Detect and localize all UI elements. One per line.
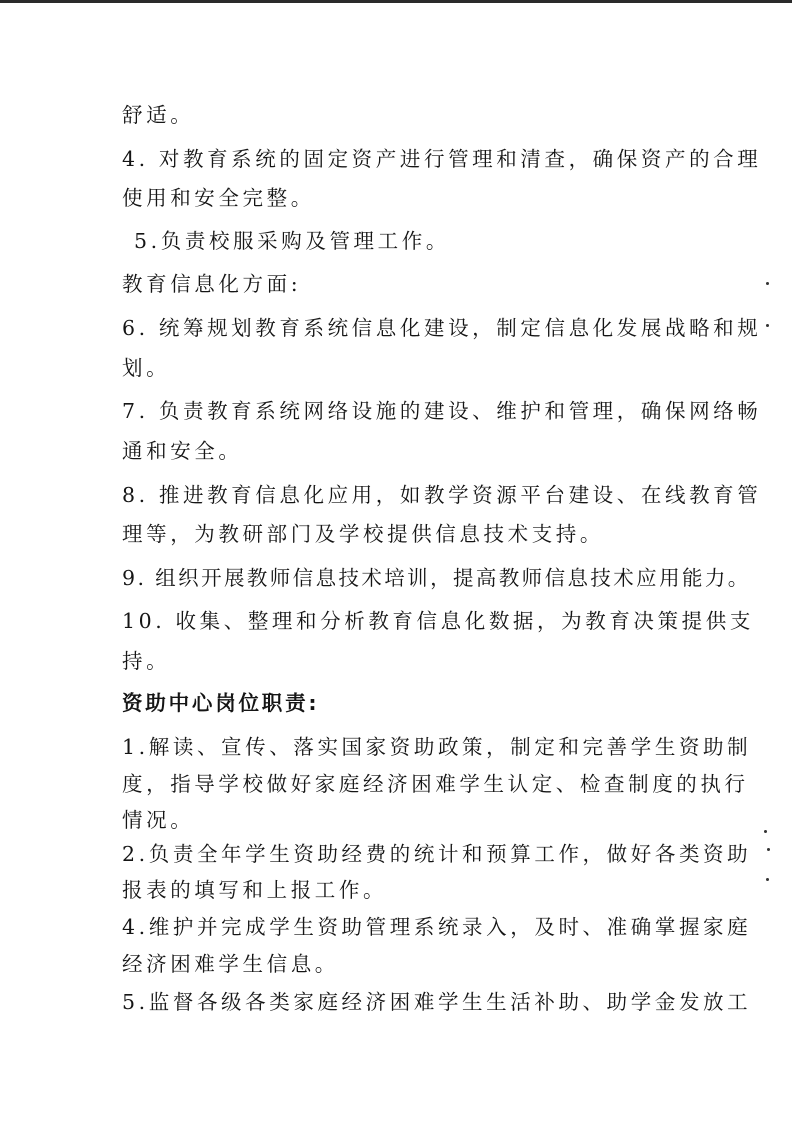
text-line-16: 1.解读、宣传、落实国家资助政策，制定和完善学生资助制 [122, 735, 752, 759]
text-line-10: 8. 推进教育信息化应用，如教学资源平台建设、在线教育管 [122, 483, 762, 507]
text-line-23: 5.监督各级各类家庭经济困难学生生活补助、助学金发放工 [122, 990, 752, 1014]
scan-speck [766, 282, 769, 285]
text-line-8: 7. 负责教育系统网络设施的建设、维护和管理，确保网络畅 [122, 399, 762, 423]
text-line-7: 划。 [122, 356, 171, 380]
text-line-18: 情况。 [122, 808, 195, 832]
scan-speck [764, 830, 767, 833]
text-line-14: 持。 [122, 649, 171, 673]
text-line-17: 度，指导学校做好家庭经济困难学生认定、检查制度的执行 [122, 772, 749, 796]
scan-speck [766, 878, 769, 881]
text-line-3: 使用和安全完整。 [122, 186, 315, 210]
text-line-6: 6. 统筹规划教育系统信息化建设，制定信息化发展战略和规 [122, 316, 762, 340]
text-line-20: 报表的填写和上报工作。 [122, 878, 388, 902]
text-line-4: 5.负责校服采购及管理工作。 [134, 229, 450, 253]
text-line-22: 经济困难学生信息。 [122, 952, 339, 976]
section-heading-aid-center: 资助中心岗位职责: [122, 691, 320, 715]
section-heading-informatization: 教育信息化方面: [122, 272, 302, 296]
text-line-13: 10. 收集、整理和分析教育信息化数据，为教育决策提供支 [122, 609, 754, 633]
text-line-9: 通和安全。 [122, 439, 243, 463]
text-line-1: 舒适。 [122, 103, 195, 127]
scan-speck [766, 324, 769, 327]
text-line-11: 理等，为教研部门及学校提供信息技术支持。 [122, 522, 604, 546]
text-line-2: 4. 对教育系统的固定资产进行管理和清查，确保资产的合理 [122, 147, 762, 171]
scan-speck [767, 848, 770, 851]
text-line-19: 2.负责全年学生资助经费的统计和预算工作，做好各类资助 [122, 842, 752, 866]
text-line-21: 4.维护并完成学生资助管理系统录入，及时、准确掌握家庭 [122, 915, 752, 939]
text-line-12: 9. 组织开展教师信息技术培训，提高教师信息技术应用能力。 [122, 566, 751, 590]
